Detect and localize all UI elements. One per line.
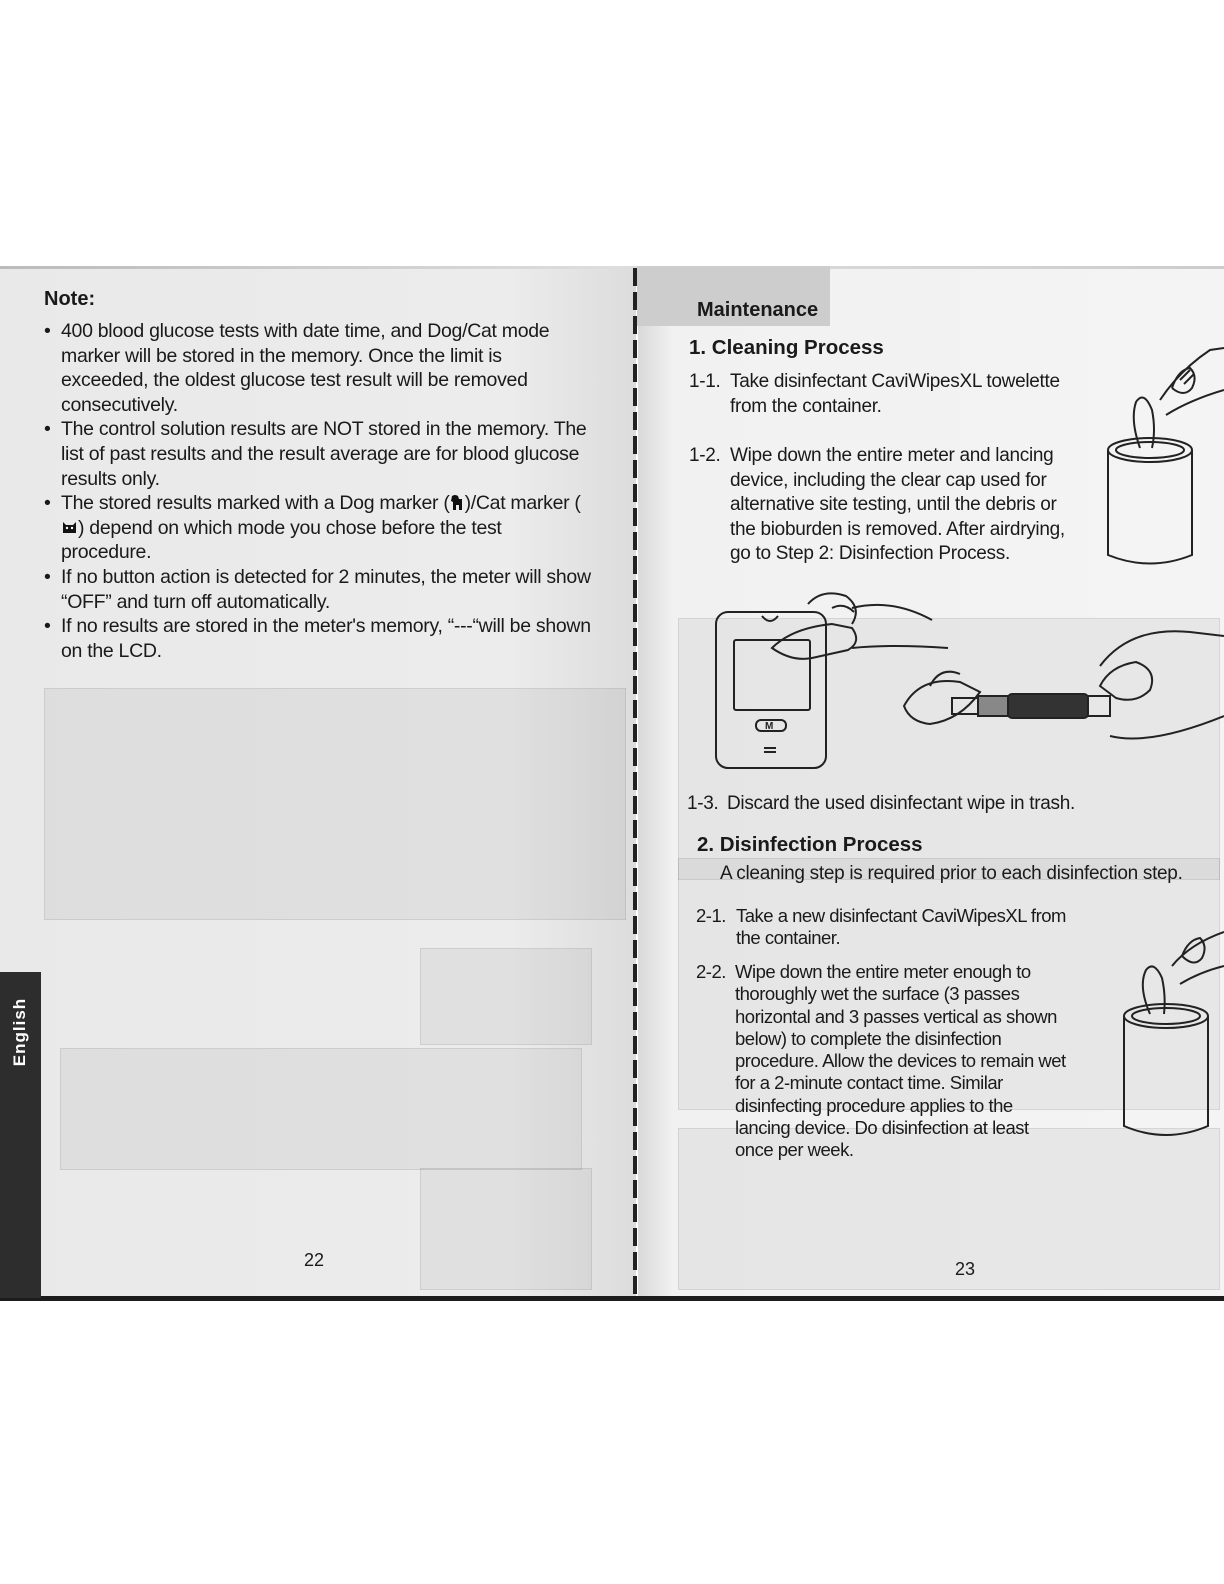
note-item: • The control solution results are NOT stored in the memory. The list of past results and the result average are for blood glucose results only.: [44, 417, 594, 491]
section-title-cleaning: 1. Cleaning Process: [689, 336, 884, 359]
step-number: 2-1.: [696, 905, 726, 926]
step-text: Take disinfectant CaviWipesXL towelette from the container.: [730, 371, 1060, 417]
step-number: 1-3.: [687, 793, 719, 814]
page-bottom-edge: [0, 1296, 1224, 1301]
note-item: • If no results are stored in the meter's memory, “---“will be shown on the LCD.: [44, 614, 594, 663]
disinfection-intro: A cleaning step is required prior to each disinfection step.: [720, 863, 1183, 884]
page-number-right: 23: [955, 1259, 976, 1279]
bleed-through-text: [44, 688, 626, 920]
page-number-left: 22: [304, 1250, 325, 1270]
step-number: 1-2.: [689, 445, 721, 466]
note-text: )/Cat marker (: [464, 492, 581, 515]
step-text: Take a new disinfectant CaviWipesXL from the container.: [736, 905, 1066, 949]
bleed-through-display: [420, 948, 592, 1045]
note-item: • 400 blood glucose tests with date time, and Dog/Cat mode marker will be stored in the memory. Once the limit is exceeded, the oldest glucose test result will be removed consecutively.: [44, 319, 594, 417]
step-number: 2-2.: [696, 961, 726, 982]
step-1-1: [689, 370, 1099, 419]
page-top-edge: [0, 266, 1224, 269]
book-spine: [633, 268, 637, 1298]
note-title: Note:: [44, 288, 96, 310]
bleed-through-text: [60, 1048, 582, 1170]
cat-marker-icon: [61, 519, 78, 536]
language-label: English: [10, 997, 29, 1067]
step-1-2: [689, 444, 1079, 567]
language-side-tab: [0, 972, 41, 1298]
wipe-container-illustration: [1100, 340, 1224, 570]
maintenance-title: Maintenance: [697, 299, 819, 321]
lancing-device-illustration: [900, 626, 1224, 756]
step-1-3: [687, 792, 1207, 817]
note-list: [44, 319, 594, 663]
step-2-1: [696, 905, 1086, 950]
section-title-disinfection: 2. Disinfection Process: [697, 833, 923, 856]
maintenance-header: [637, 266, 830, 326]
note-item: [44, 491, 594, 565]
wipe-container-illustration: [1120, 926, 1224, 1142]
step-text: Wipe down the entire meter enough to thoroughly wet the surface (3 passes horizontal and 3 passes vertical as shown below) to complete the disinfection procedure. Allow the devices to remain wet for a 2-minute contact time. Similar disinfecting procedure applies to the lancing device. Do disinfection at least once per week.: [735, 961, 1066, 1161]
step-text: Wipe down the entire meter and lancing device, including the clear cap used for alternative site testing, until the debris or the bioburden is removed. After airdrying, go to Step 2: Disinfection Process.: [730, 445, 1065, 564]
step-text: Discard the used disinfectant wipe in trash.: [727, 793, 1075, 814]
note-text: ) depend on which mode you chose before the test procedure.: [61, 516, 502, 564]
dog-marker-icon: [450, 494, 465, 511]
bleed-through-display: [420, 1168, 592, 1290]
note-item: • If no button action is detected for 2 minutes, the meter will show “OFF” and turn off automatically.: [44, 565, 594, 614]
meter-m-button-label: M: [765, 721, 774, 732]
step-number: 1-1.: [689, 371, 721, 392]
note-text: The stored results marked with a Dog marker (: [61, 492, 450, 515]
step-2-2: [696, 961, 1068, 1162]
